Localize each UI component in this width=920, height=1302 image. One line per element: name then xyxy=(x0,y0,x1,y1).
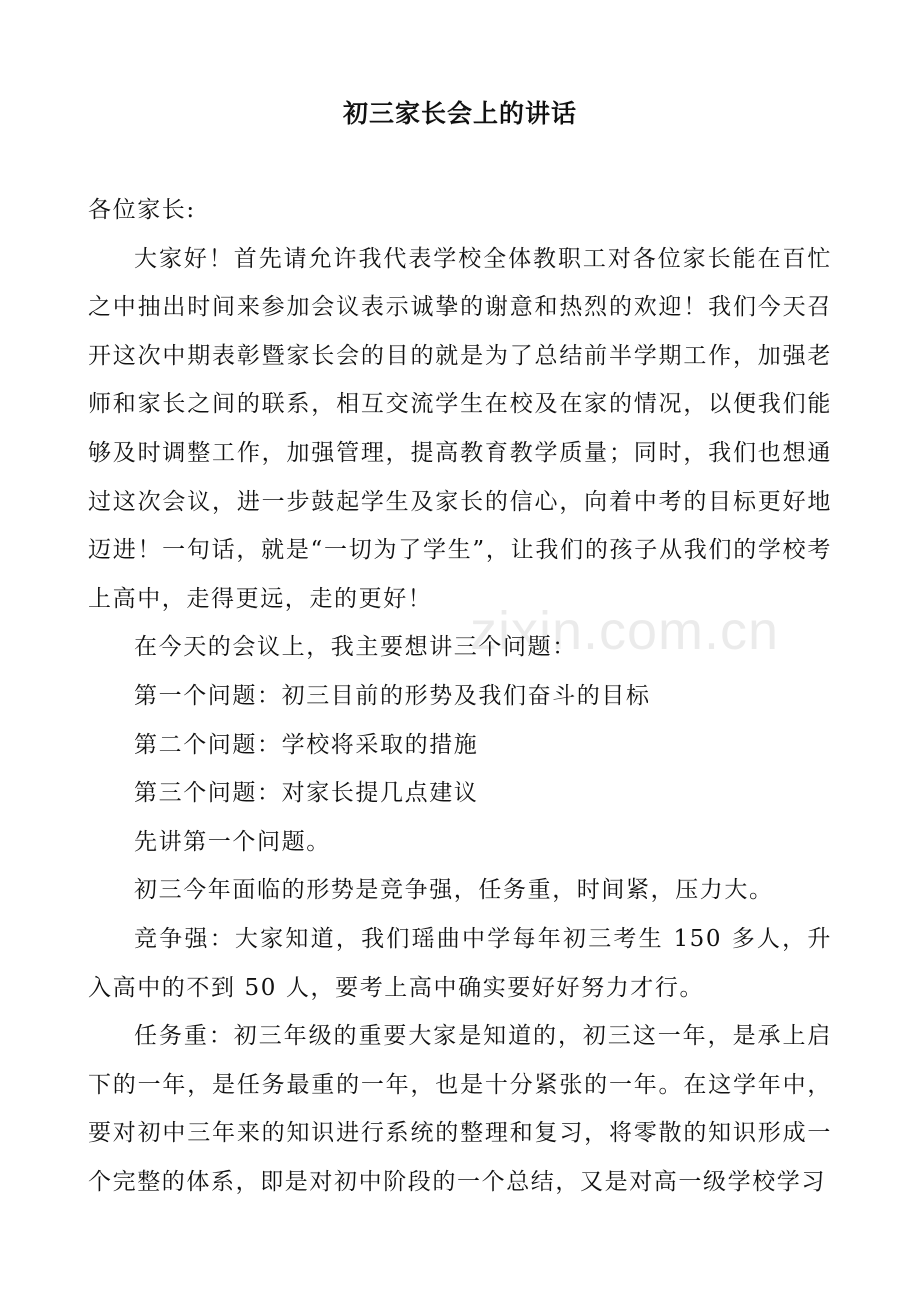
paragraph-greeting: 大家好！首先请允许我代表学校全体教职工对各位家长能在百忙之中抽出时间来参加会议表示诚挚的谢意和热烈的欢迎！我们今天召开这次中期表彰暨家长会的目的就是为了总结前半学期工作，加强老师和家长之间的联系，相互交流学生在校及在家的情况，以便我们能够及时调整工作，加强管理，提高教育教学质量；同时，我们也想通过这次会议，进一步鼓起学生及家长的信心，向着中考的目标更好地迈进！一句话，就是“一切为了学生”，让我们的孩子从我们的学校考上高中，走得更远，走的更好！ xyxy=(88,245,832,612)
document-title: 初三家长会上的讲话 xyxy=(342,99,577,128)
salutation: 各位家长: xyxy=(88,197,196,223)
paragraph-first-issue-start: 先讲第一个问题。 xyxy=(134,828,331,855)
watermark: zixin.com.cn xyxy=(470,601,780,661)
paragraph-issue-two: 第二个问题：学校将采取的措施 xyxy=(134,731,479,758)
paragraph-issue-one: 第一个问题：初三目前的形势及我们奋斗的目标 xyxy=(134,682,651,709)
paragraph-intro-three-issues: 在今天的会议上，我主要想讲三个问题： xyxy=(134,634,577,661)
paragraph-competition: 竞争强：大家知道，我们瑶曲中学每年初三考生 150 多人，升入高中的不到 50 人，要考上高中确实要好好努力才行。 xyxy=(88,925,832,1001)
paragraph-heavy-task: 任务重：初三年级的重要大家是知道的，初三这一年，是承上启下的一年，是任务最重的一年，也是十分紧张的一年。在这学年中，要对初中三年来的知识进行系统的整理和复习，将零散的知识形成一个完整的体系，即是对初中阶段的一个总结，又是对高一级学校学习 xyxy=(88,1023,832,1195)
paragraph-issue-three: 第三个问题：对家长提几点建议 xyxy=(134,780,479,807)
paragraph-situation: 初三今年面临的形势是竞争强，任务重，时间紧，压力大。 xyxy=(134,877,774,904)
document-body xyxy=(88,186,832,1206)
